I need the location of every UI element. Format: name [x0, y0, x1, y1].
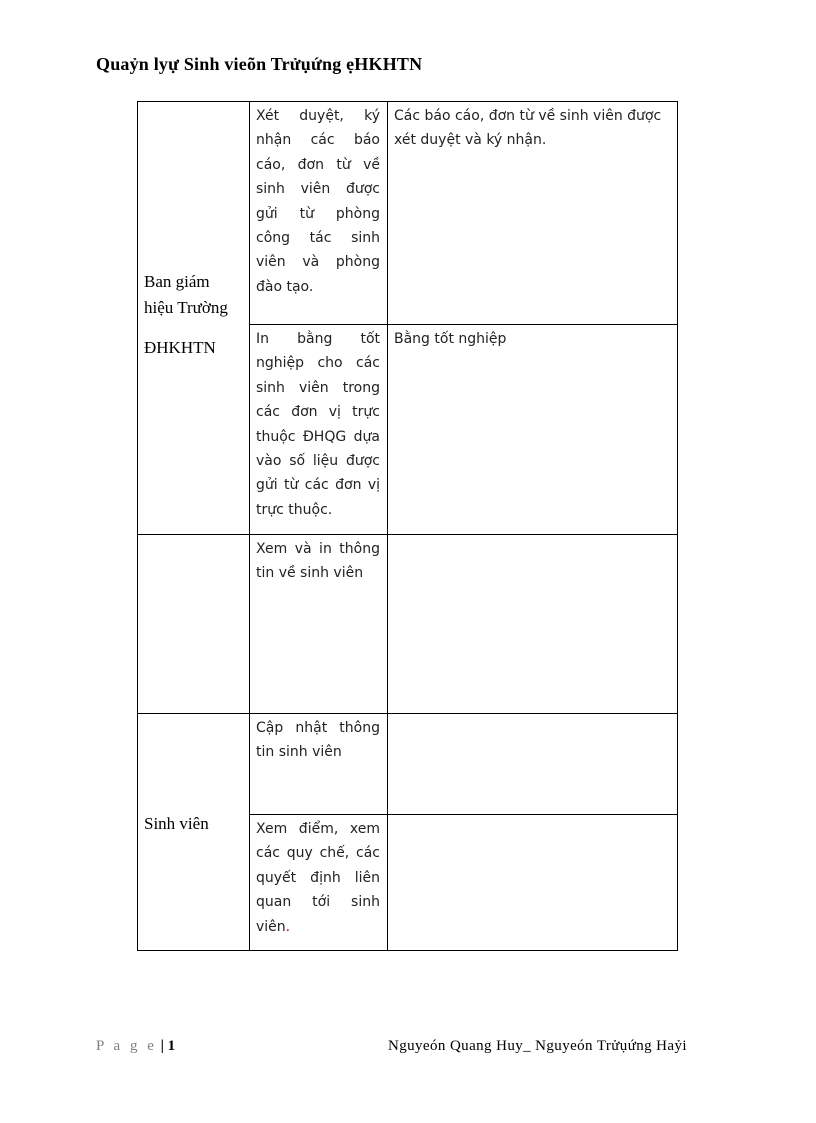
result-cell — [388, 102, 678, 325]
result-cell — [388, 815, 678, 951]
role-line: Ban giám — [144, 272, 210, 291]
task-text: Xét duyệt, ký nhận các báo cáo, đơn từ về sinh viên được gửi từ phòng công tác sinh viên và phòng đào tạo. — [256, 108, 380, 295]
role-cell-student — [138, 714, 250, 951]
result-text — [388, 714, 677, 716]
task-text: Xem và in thông tin về sinh viên — [256, 541, 380, 582]
role-line: hiệu Trường — [144, 298, 228, 317]
result-cell — [388, 325, 678, 535]
result-text: Bằng tốt nghiệp — [394, 331, 507, 347]
result-text: Các báo cáo, đơn từ về sinh viên được xét duyệt và ký nhận. — [394, 108, 662, 149]
table-row — [138, 714, 678, 815]
result-text — [388, 815, 677, 817]
page-number: 1 — [167, 1038, 176, 1054]
task-cell — [250, 325, 388, 535]
task-cell — [250, 102, 388, 325]
table-row — [138, 102, 678, 325]
task-text: Xem điểm, xem các quy chế, các quyết định liên quan tới sinh viên. — [256, 821, 380, 935]
task-cell — [250, 815, 388, 951]
task-text: In bằng tốt nghiệp cho các sinh viên trong các đơn vị trực thuộc ĐHQG dựa vào số liệu được gửi từ các đơn vị trực thuộc. — [256, 331, 380, 518]
role-line: ĐHKHTN — [144, 338, 216, 357]
task-cell — [250, 535, 388, 714]
task-text: Cập nhật thông tin sinh viên — [256, 720, 380, 761]
result-cell — [388, 714, 678, 815]
footer-authors: Nguyeón Quang Huy_ Nguyeón Trửụứng Haỷi — [388, 1038, 687, 1054]
role-cell-empty — [138, 535, 250, 714]
task-cell — [250, 714, 388, 815]
table-row — [138, 535, 678, 714]
result-cell — [388, 535, 678, 714]
page-footer-label: P a g e | 1 — [96, 1038, 176, 1054]
document-header-title: Quaỷn lyự Sinh vieõn Trửụứng ẹHKHTN — [96, 54, 423, 74]
role-label: Sinh viên — [144, 814, 209, 833]
task-table — [137, 101, 678, 951]
red-period: . — [285, 918, 291, 935]
role-cell-board — [138, 102, 250, 535]
result-text — [388, 535, 677, 537]
